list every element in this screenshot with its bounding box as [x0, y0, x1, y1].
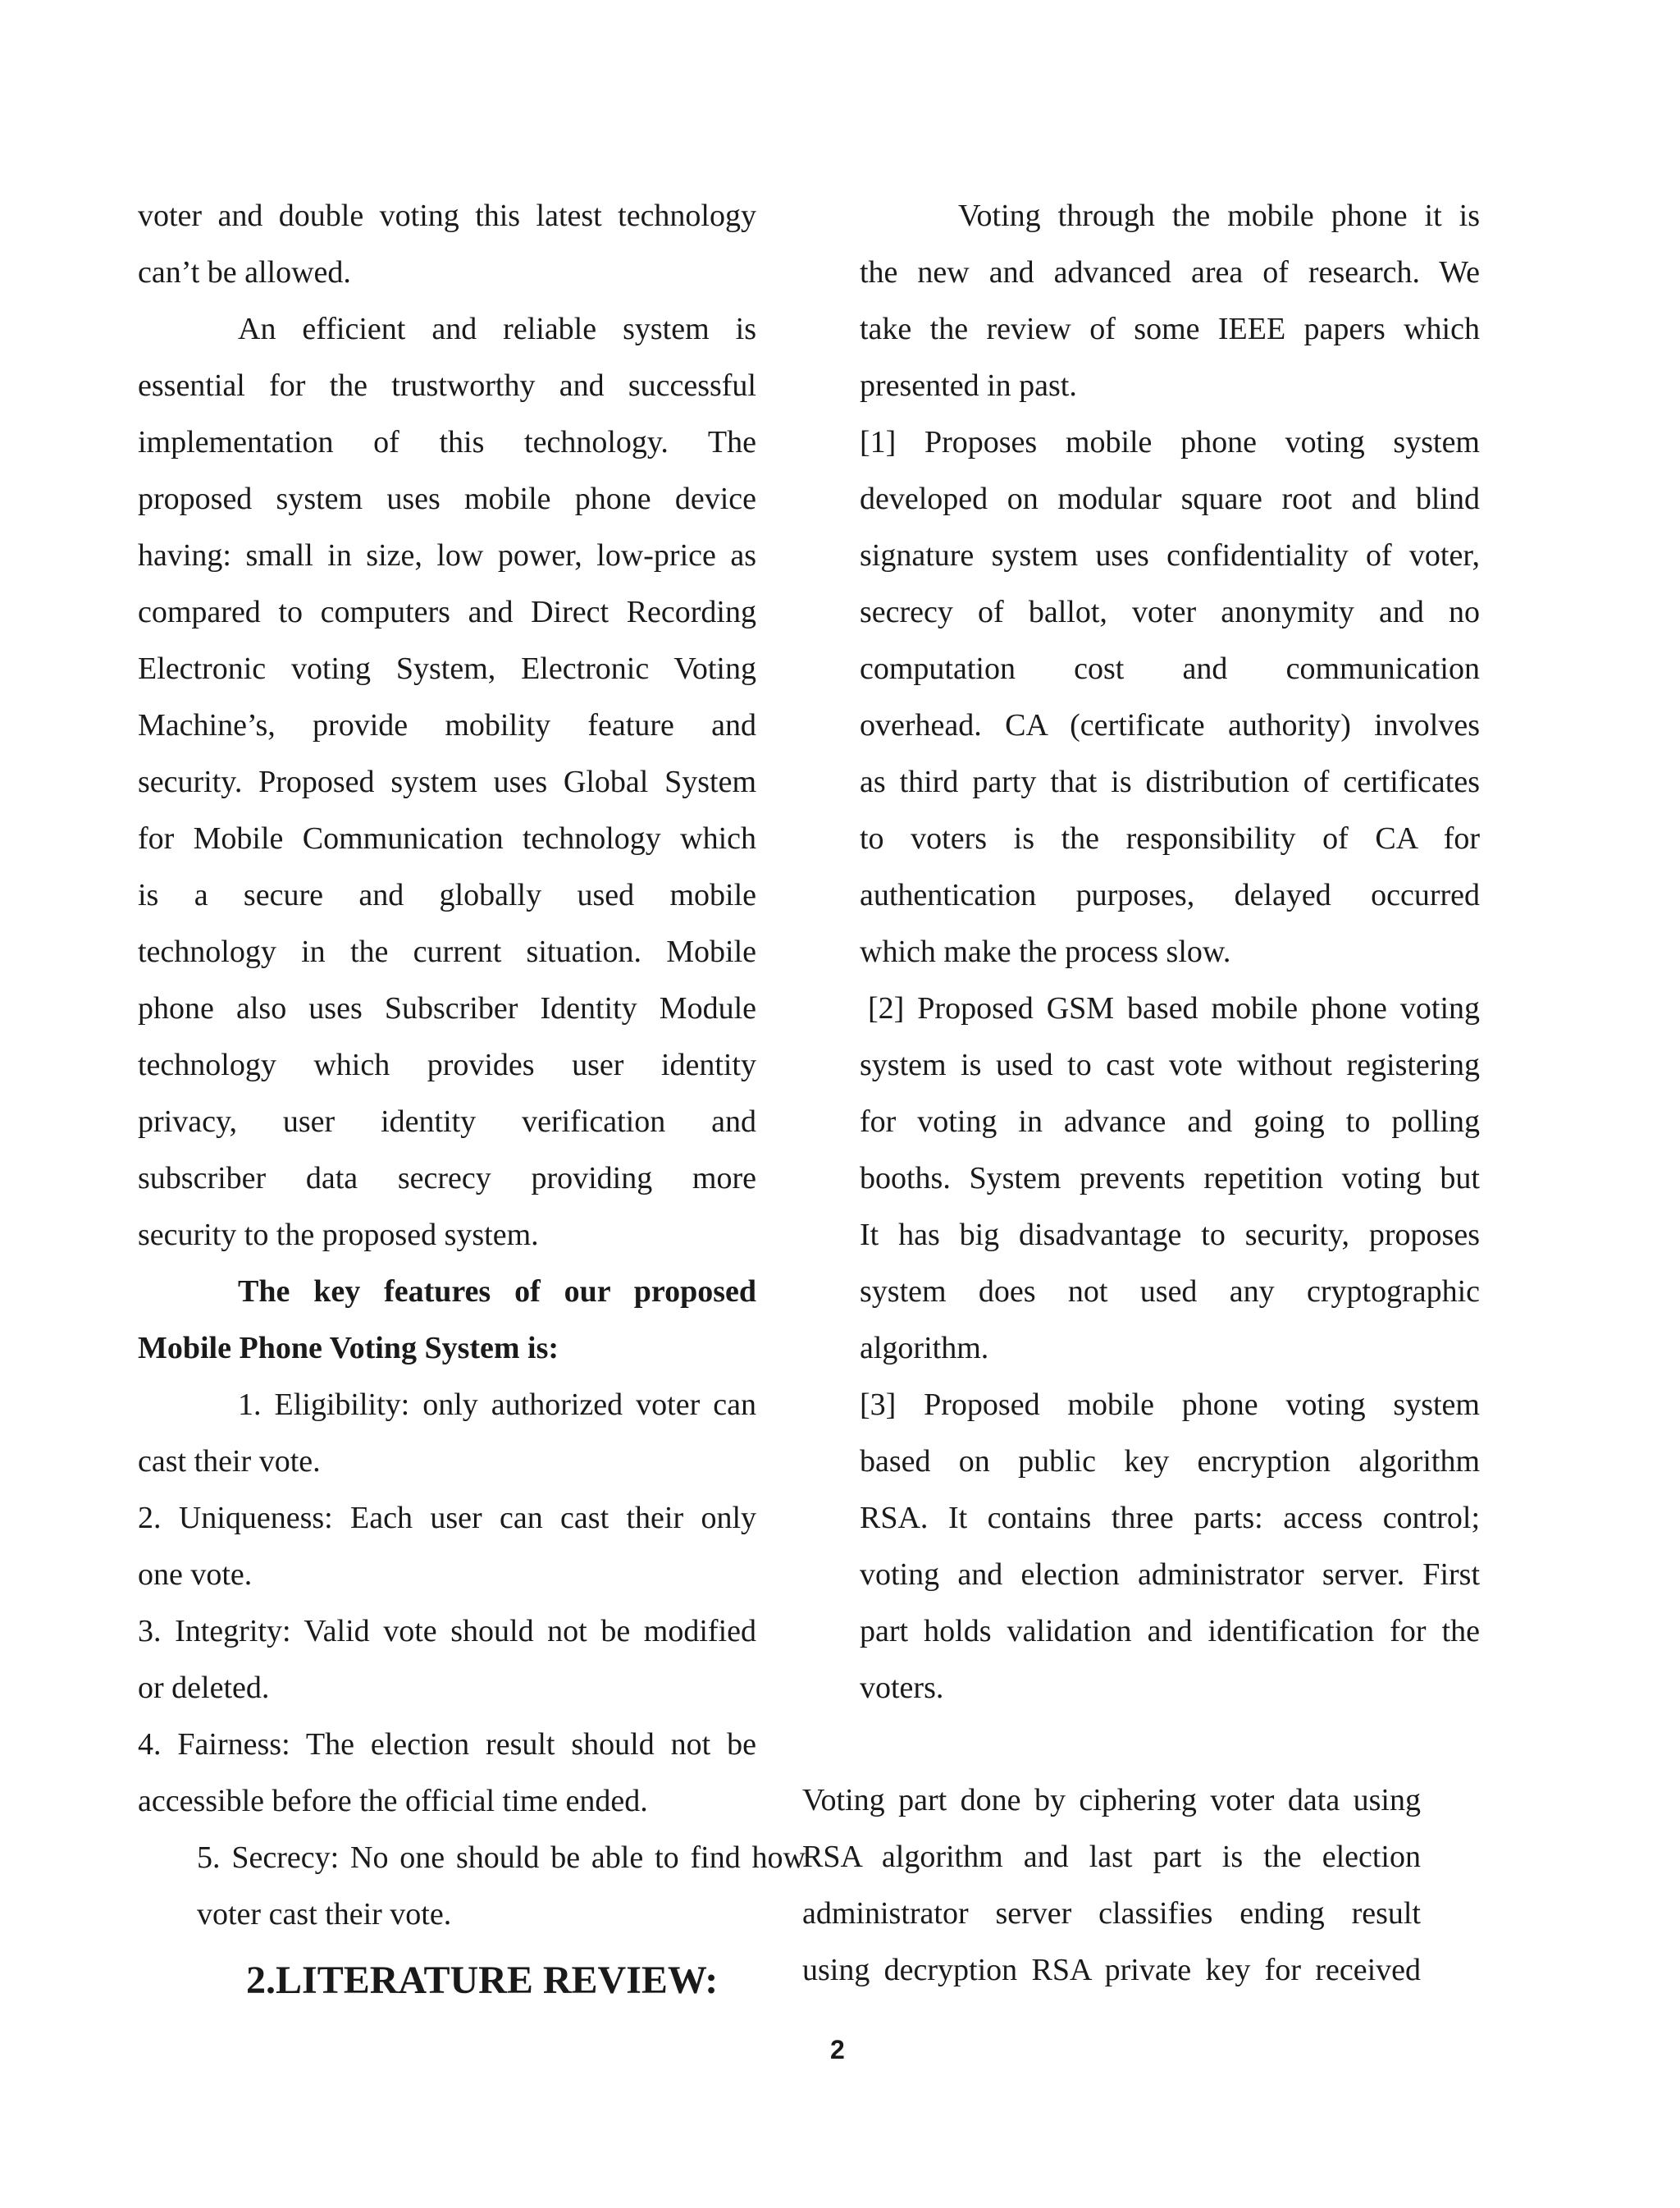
- lower-right-line: Voting part done by ciphering voter data using: [802, 1783, 1421, 1817]
- right-column-line: system is used to cast vote without registering: [860, 1048, 1480, 1082]
- left-column-line: 4. Fairness: The election result should not be: [138, 1727, 756, 1762]
- right-column-line: authentication purposes, delayed occurred: [860, 878, 1480, 912]
- right-column-line: system does not used any cryptographic: [860, 1274, 1480, 1309]
- right-column-line: [2] Proposed GSM based mobile phone voting: [868, 991, 1480, 1026]
- left-column-line: compared to computers and Direct Recording: [138, 595, 756, 629]
- left-column-line: cast their vote.: [138, 1444, 321, 1479]
- right-column-line: the new and advanced area of research. We: [860, 255, 1480, 290]
- left-column-line: Machine’s, provide mobility feature and: [138, 708, 756, 743]
- left-column-line: is a secure and globally used mobile: [138, 878, 756, 912]
- left-column-line: voter and double voting this latest technology: [138, 199, 756, 233]
- left-column-line: accessible before the official time ended.: [138, 1784, 648, 1818]
- right-column-line: for voting in advance and going to polling: [860, 1104, 1480, 1139]
- left-column-line: implementation of this technology. The: [138, 425, 756, 459]
- left-column-line: The key features of our proposed: [238, 1274, 756, 1309]
- right-column-line: Voting through the mobile phone it is: [958, 199, 1480, 233]
- right-column-line: as third party that is distribution of certificates: [860, 765, 1480, 799]
- right-column-line: RSA. It contains three parts: access control;: [860, 1501, 1480, 1535]
- left-column-line: technology which provides user identity: [138, 1048, 756, 1082]
- lower-right-line: RSA algorithm and last part is the election: [802, 1840, 1421, 1874]
- left-column-line: Electronic voting System, Electronic Voting: [138, 651, 756, 686]
- left-column-line: for Mobile Communication technology which: [138, 821, 756, 856]
- left-column-line: security to the proposed system.: [138, 1218, 539, 1252]
- right-column-line: signature system uses confidentiality of voter,: [860, 538, 1480, 573]
- left-column-line: or deleted.: [138, 1671, 270, 1705]
- right-column-line: voting and election administrator server. First: [860, 1557, 1480, 1592]
- page-number: 2: [830, 2035, 845, 2064]
- right-column-line: based on public key encryption algorithm: [860, 1444, 1480, 1479]
- right-column-line: [1] Proposes mobile phone voting system: [860, 425, 1480, 459]
- right-column-line: secrecy of ballot, voter anonymity and no: [860, 595, 1480, 629]
- left-column-line: security. Proposed system uses Global System: [138, 765, 756, 799]
- left-column-line: 3. Integrity: Valid vote should not be modified: [138, 1614, 756, 1648]
- section-heading: 2.LITERATURE REVIEW:: [246, 1959, 719, 2002]
- right-column-line: voters.: [860, 1671, 944, 1705]
- left-column-line: phone also uses Subscriber Identity Module: [138, 991, 756, 1026]
- right-column-line: which make the process slow.: [860, 935, 1231, 969]
- right-column-line: developed on modular square root and blind: [860, 482, 1480, 516]
- right-column-line: take the review of some IEEE papers which: [860, 312, 1480, 346]
- left-column-line: essential for the trustworthy and successful: [138, 368, 756, 403]
- right-column-line: part holds validation and identification for the: [860, 1614, 1480, 1648]
- left-column-line: proposed system uses mobile phone device: [138, 482, 756, 516]
- right-column-line: It has big disadvantage to security, proposes: [860, 1218, 1480, 1252]
- left-column-line: An efficient and reliable system is: [238, 312, 756, 346]
- left-column-line: 1. Eligibility: only authorized voter can: [238, 1387, 756, 1422]
- left-column-line: privacy, user identity verification and: [138, 1104, 756, 1139]
- left-column-line: subscriber data secrecy providing more: [138, 1161, 756, 1195]
- left-column-line: 5. Secrecy: No one should be able to find how: [197, 1840, 806, 1875]
- left-column-line: can’t be allowed.: [138, 255, 351, 290]
- left-column-line: having: small in size, low power, low-price as: [138, 538, 756, 573]
- left-column-line: 2. Uniqueness: Each user can cast their only: [138, 1501, 756, 1535]
- right-column-line: [3] Proposed mobile phone voting system: [860, 1387, 1480, 1422]
- left-column-line: Mobile Phone Voting System is:: [138, 1331, 559, 1365]
- left-column-line: one vote.: [138, 1557, 253, 1592]
- lower-right-line: administrator server classifies ending result: [802, 1896, 1421, 1931]
- right-column-line: algorithm.: [860, 1331, 989, 1365]
- right-column-line: to voters is the responsibility of CA for: [860, 821, 1480, 856]
- left-column-line: technology in the current situation. Mobile: [138, 935, 756, 969]
- right-column-line: booths. System prevents repetition voting but: [860, 1161, 1480, 1195]
- right-column-line: presented in past.: [860, 368, 1077, 403]
- left-column-line: voter cast their vote.: [197, 1897, 452, 1931]
- lower-right-line: using decryption RSA private key for received: [802, 1953, 1421, 1987]
- right-column-line: computation cost and communication: [860, 651, 1480, 686]
- right-column-line: overhead. CA (certificate authority) involves: [860, 708, 1480, 743]
